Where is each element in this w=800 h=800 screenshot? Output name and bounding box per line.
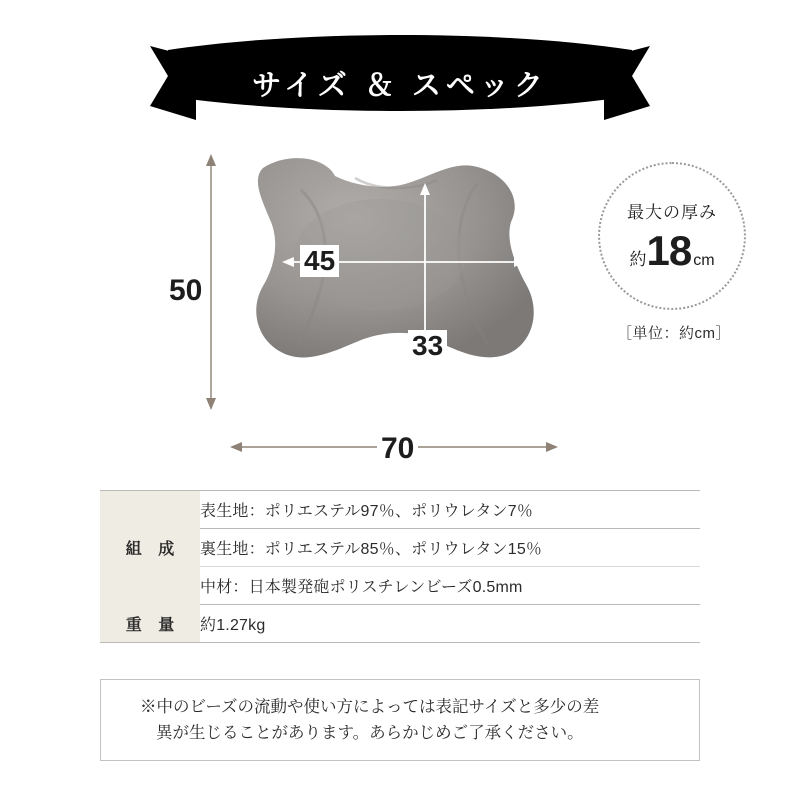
thickness-label: 最大の厚み — [627, 202, 717, 222]
spec-value-outer-fabric: 表生地：ポリエステル97％、ポリウレタン7％ — [200, 491, 700, 529]
thickness-unit: cm — [693, 251, 715, 269]
thickness-approx: 約 — [629, 249, 647, 269]
unit-note: ［単位：約cm］ — [617, 325, 731, 342]
thickness-callout — [598, 162, 746, 310]
table-row — [100, 491, 700, 529]
note-line-2: 異が生じることがあります。あらかじめご了承ください。 — [156, 724, 584, 742]
thickness-number: 18 — [646, 226, 692, 274]
note-text — [140, 694, 660, 747]
product-figure — [0, 140, 800, 470]
section-banner — [0, 28, 800, 124]
spec-head-weight: 重 量 — [100, 605, 200, 643]
table-row — [100, 605, 700, 643]
page-title: サイズ ＆ スペック — [252, 70, 548, 102]
spec-value-lining-fabric: 裏生地：ポリエステル85％、ポリウレタン15％ — [200, 529, 700, 567]
dimension-label-height: 50 — [166, 274, 205, 308]
spec-table — [100, 490, 700, 643]
dimension-label-inner-height: 33 — [408, 330, 447, 362]
dimension-label-inner-width: 45 — [300, 245, 339, 277]
dimension-label-width: 70 — [377, 432, 418, 466]
note-line-1: ※中のビーズの流動や使い方によっては表記サイズと多少の差 — [140, 697, 600, 716]
spec-value-weight: 約1.27kg — [200, 605, 700, 643]
note-box — [100, 679, 700, 761]
spec-head-composition: 組 成 — [100, 491, 200, 605]
spec-value-filling: 中材：日本製発砲ポリスチレンビーズ0.5mm — [200, 567, 700, 605]
thickness-value-group — [629, 227, 714, 275]
cushion-illustration — [205, 150, 585, 410]
